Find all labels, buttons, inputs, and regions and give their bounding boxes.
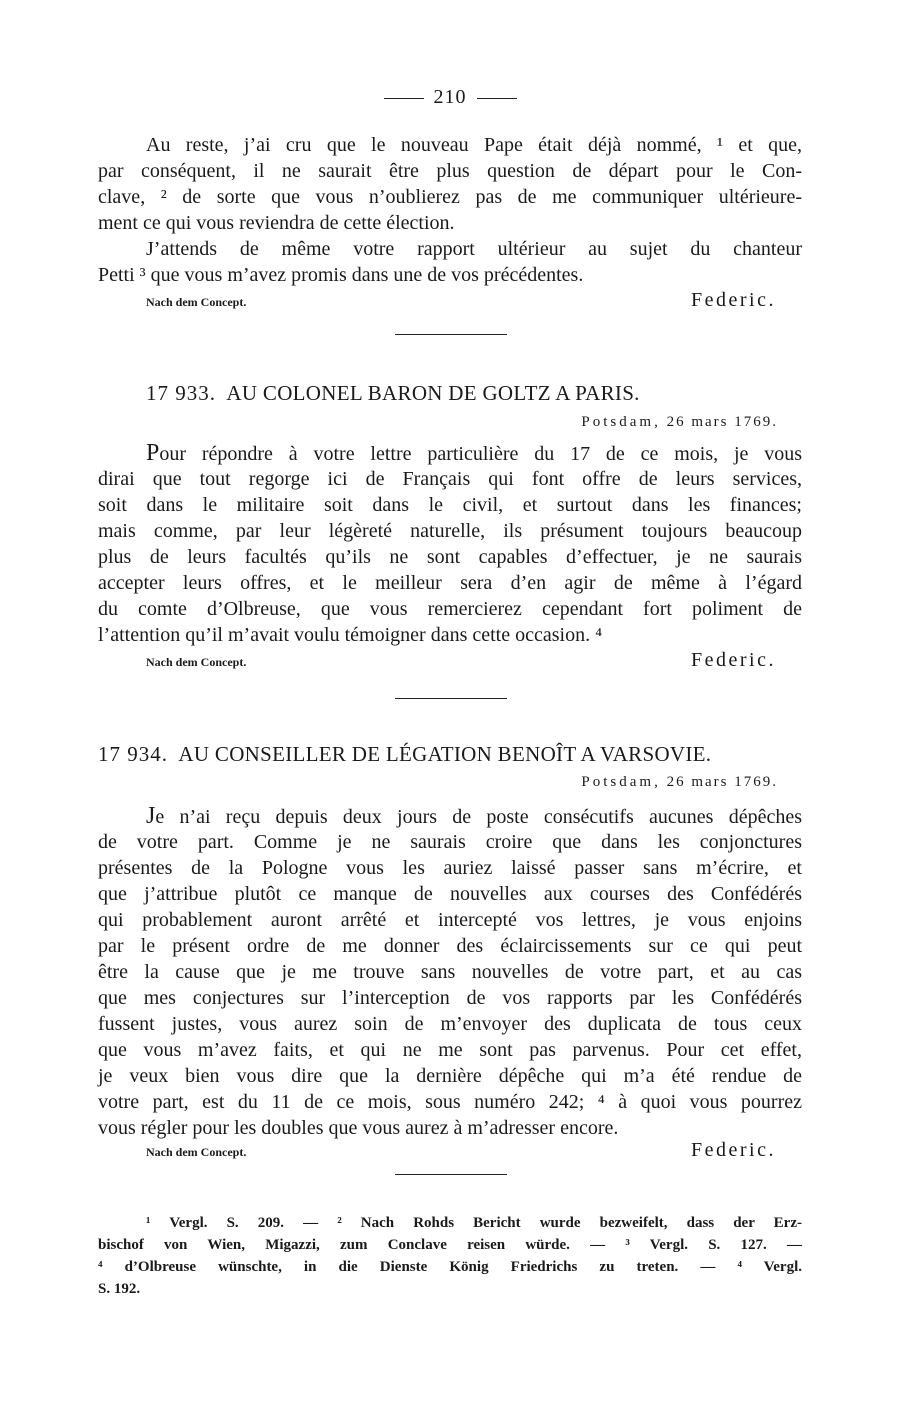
letter-number: 17 934. <box>98 742 168 766</box>
text-line: par conséquent, il ne saurait être plus question de départ pour le Con- <box>98 160 802 182</box>
letter-17934-body <box>98 803 802 1141</box>
text-line: être la cause que je me trouve sans nouvelles de votre part, et au cas <box>98 961 802 983</box>
text-line: votre part, est du 11 de ce mois, sous numéro 242; ⁴ à quoi vous pourrez <box>98 1091 802 1113</box>
place: Potsdam, <box>581 414 661 430</box>
text-line: soit dans le militaire soit dans le civil, et surtout dans les finances; <box>98 494 802 516</box>
text-line: l’attention qu’il m’avait voulu témoigner dans cette occasion. ⁴ <box>98 624 603 646</box>
text-line: que vous m’avez faits, et qui ne me sont pas parvenus. Pour cet effet, <box>98 1039 802 1061</box>
section-divider <box>395 1174 507 1175</box>
letter-heading <box>98 742 711 767</box>
footnote-line: ⁴ d’Olbreuse wünschte, in die Dienste König Friedrichs zu treten. — ⁴ Vergl. <box>98 1259 802 1275</box>
text-line: vous régler pour les doubles que vous aurez à m’adresser encore. <box>98 1117 619 1139</box>
drop-cap: P <box>146 440 160 466</box>
source-note: Nach dem Concept. <box>146 655 247 669</box>
section-divider <box>395 334 507 335</box>
letter-heading <box>146 381 640 406</box>
text-line: Petti ³ que vous m’avez promis dans une de vos précédentes. <box>98 264 584 286</box>
text-line: Pour répondre à votre lettre particulière du 17 de ce mois, je vous <box>146 440 802 466</box>
footnotes <box>98 1212 802 1300</box>
page-number: 210 <box>0 86 900 109</box>
text-line: Je n’ai reçu depuis deux jours de poste consécutifs aucunes dépêches <box>146 803 802 829</box>
text-line: clave, ² de sorte que vous n’oublierez pas de me communiquer ultérieure- <box>98 186 802 208</box>
text-line: qui probablement auront arrêté et intercepté vos lettres, je vous enjoins <box>98 909 802 931</box>
text-line: accepter leurs offres, et le meilleur sera d’en agir de même à l’égard <box>98 572 802 594</box>
date: 26 mars 1769. <box>666 414 778 430</box>
dateline <box>581 414 778 431</box>
text-line: J’attends de même votre rapport ultérieur au sujet du chanteur <box>146 238 802 260</box>
footnote-line: S. 192. <box>98 1281 141 1297</box>
divider <box>384 98 424 99</box>
letter-recipient: AU COLONEL BARON DE GOLTZ A PARIS. <box>226 381 640 405</box>
text-line: du comte d’Olbreuse, que vous remercierez cependant fort poliment de <box>98 598 802 620</box>
footnote-line: ¹ Vergl. S. 209. — ² Nach Rohds Bericht wurde bezweifelt, dass der Erz- <box>146 1215 802 1231</box>
divider <box>477 98 517 99</box>
letter-number: 17 933. <box>146 381 216 405</box>
text-line: Au reste, j’ai cru que le nouveau Pape était déjà nommé, ¹ et que, <box>146 134 802 156</box>
letter-recipient: AU CONSEILLER DE LÉGATION BENOÎT A VARSOVIE. <box>178 742 712 766</box>
drop-cap: J <box>146 803 156 829</box>
source-note: Nach dem Concept. <box>146 295 247 309</box>
text-line: ment ce qui vous reviendra de cette élection. <box>98 212 455 234</box>
section-divider <box>395 698 507 699</box>
text-line: par le présent ordre de me donner des éclaircissements sur ce qui peut <box>98 935 802 957</box>
text-line: dirai que tout regorge ici de Français qui font offre de leurs services, <box>98 468 802 490</box>
text-line: plus de leurs facultés qu’ils ne sont capables d’effectuer, je ne saurais <box>98 546 802 568</box>
signature: Federic. <box>691 1139 776 1161</box>
text-line: de votre part. Comme je ne saurais croire que dans les conjonctures <box>98 831 802 853</box>
text-line: fussent justes, vous aurez soin de m’envoyer des duplicata de tous ceux <box>98 1013 802 1035</box>
source-note: Nach dem Concept. <box>146 1145 247 1159</box>
text-line: présentes de la Pologne vous les auriez laissé passer sans m’écrire, et <box>98 857 802 879</box>
letter-17933-body <box>98 440 802 648</box>
footnote-line: bischof von Wien, Migazzi, zum Conclave reisen würde. — ³ Vergl. S. 127. — <box>98 1237 802 1253</box>
text-line: mais comme, par leur légèreté naturelle, ils présument toujours beaucoup <box>98 520 802 542</box>
date: 26 mars 1769. <box>666 774 778 790</box>
text-line: je veux bien vous dire que la dernière dépêche qui m’a été rendue de <box>98 1065 802 1087</box>
place: Potsdam, <box>581 774 661 790</box>
dateline <box>581 774 778 791</box>
text-line: que j’attribue plutôt ce manque de nouvelles aux courses des Confédérés <box>98 883 802 905</box>
letter-continued-body <box>98 132 802 288</box>
signature: Federic. <box>691 649 776 671</box>
signature: Federic. <box>691 289 776 311</box>
text-line: que mes conjectures sur l’interception de vos rapports par les Confédérés <box>98 987 802 1009</box>
